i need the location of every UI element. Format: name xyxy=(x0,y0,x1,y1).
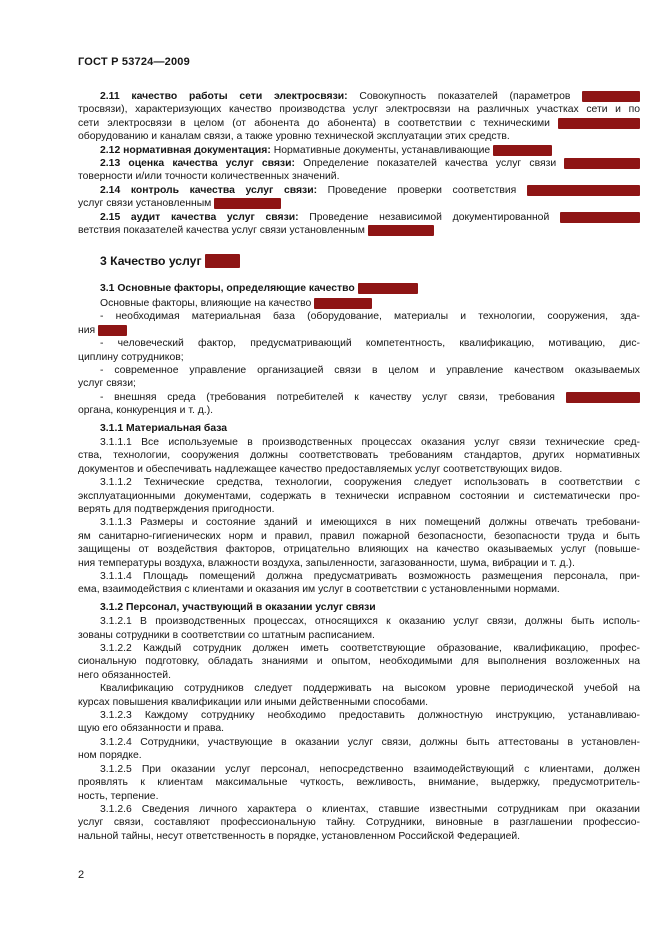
text-line xyxy=(78,476,640,489)
para-3-1-1-3 xyxy=(78,516,640,570)
text-line xyxy=(78,655,640,668)
text-line xyxy=(78,709,640,722)
text-line xyxy=(78,117,640,130)
text-segment: сиональную подготовку, обладать знаниями и опытом, необходимыми для выполнения возложенных на xyxy=(78,656,640,668)
heading-3 xyxy=(78,254,640,269)
para-3-1-2-4 xyxy=(78,736,640,763)
para-3-1-1-2 xyxy=(78,476,640,516)
text-segment: - современное управление организацией связи в целом и управление качеством оказываемых xyxy=(100,364,640,376)
bullet-material-base xyxy=(78,310,640,337)
para-3-1-2-2 xyxy=(78,642,640,682)
text-line xyxy=(78,722,640,735)
text-line xyxy=(78,749,640,762)
para-3-1-2-6 xyxy=(78,803,640,843)
text-line xyxy=(78,543,640,556)
text-line xyxy=(78,790,640,803)
term-2-11 xyxy=(78,90,640,144)
text-segment: циплину сотрудников; xyxy=(78,351,184,363)
text-line xyxy=(78,830,640,843)
para-3-1-2-1 xyxy=(78,615,640,642)
text-segment: Нормативные документы, устанавливающие xyxy=(270,144,494,156)
text-segment: верять для подтверждения пригодности. xyxy=(78,503,275,515)
text-line xyxy=(78,422,640,435)
text-line xyxy=(78,337,640,350)
text-segment: нальной тайны, несут ответственность в порядке, установленном Российской Федерацией. xyxy=(78,830,521,842)
highlight-redaction xyxy=(566,392,640,403)
text-segment: тросвязи), характеризующих качество производства услуг электросвязи на различных участках сети и по xyxy=(78,104,640,116)
text-line xyxy=(78,583,640,596)
bullet-management xyxy=(78,364,640,391)
text-line xyxy=(78,816,640,829)
highlight-redaction xyxy=(493,145,552,156)
text-segment: 2.13 оценка качества услуг связи: xyxy=(100,158,295,170)
text-segment: товерности и/или точности количественных значений. xyxy=(78,171,340,183)
text-segment: услуг связи установленным xyxy=(78,198,215,210)
text-segment: Совокупность показателей (параметров xyxy=(347,91,583,102)
text-segment: Проведение независимой документированной xyxy=(298,211,560,223)
text-segment: курсах повышения квалификации или иными действенными способами. xyxy=(78,696,429,708)
heading-3-1-1 xyxy=(78,422,640,435)
text-line xyxy=(78,211,640,224)
text-segment: сети электросвязи в целом (от абонента до абонента) в соответствии с техническими xyxy=(78,117,559,129)
text-line xyxy=(78,377,640,390)
text-line xyxy=(78,436,640,449)
text-segment: 3.1.2.3 Каждому сотруднику необходимо предоставить должностную инструкцию, устанавливаю- xyxy=(100,710,640,722)
text-segment: ном порядке. xyxy=(78,750,142,762)
text-segment: 3.1.2.4 Сотрудники, участвующие в оказании услуг связи, должны быть аттестованы в установлен- xyxy=(100,736,640,748)
highlight-redaction xyxy=(98,325,127,336)
text-line xyxy=(78,557,640,570)
heading-3-1-2 xyxy=(78,601,640,614)
text-segment: защищены от воздействия факторов, отрицательно влияющих на качество оказываемых услуг (повыше- xyxy=(78,544,640,556)
text-line xyxy=(78,404,640,417)
text-segment: ям санитарно-гигиенических норм и правил, правил пожарной безопасности, безопасности труда и быть xyxy=(78,530,640,542)
term-2-14 xyxy=(78,184,640,211)
term-2-13 xyxy=(78,157,640,184)
text-line xyxy=(78,224,640,237)
text-segment: 3.1.1.3 Размеры и состояние зданий и имеющихся в них помещений должны отвечать требовани- xyxy=(100,517,640,529)
text-line xyxy=(78,144,640,157)
text-segment: ность, терпение. xyxy=(78,790,159,802)
text-segment: органа, конкуренция и т. д.). xyxy=(78,405,214,417)
para-3-1-intro xyxy=(78,297,640,310)
text-segment: ветствия показателей качества услуг связи установленным xyxy=(78,225,368,237)
bullet-environment xyxy=(78,391,640,418)
text-line xyxy=(78,615,640,628)
highlight-redaction xyxy=(314,298,372,309)
text-segment: эксплуатационными документами, содержать в технически исправном состоянии и систематически про- xyxy=(78,490,640,502)
text-segment: 2.11 качество работы сети электросвязи: xyxy=(100,91,348,102)
highlight-redaction xyxy=(368,225,434,236)
para-3-1-2-5 xyxy=(78,763,640,803)
text-segment: зованы сотрудники в соответствии со штатным расписанием. xyxy=(78,629,375,641)
text-line xyxy=(78,776,640,789)
text-segment: ства, технологии, сооружения должны соответствовать требованиям стандартов, других нормативных xyxy=(78,450,640,462)
text-segment: 3 Качество услуг xyxy=(100,254,205,269)
text-line xyxy=(78,351,640,364)
text-segment: услуг связи; xyxy=(78,378,136,390)
text-line xyxy=(78,763,640,776)
text-segment: проявлять к клиентам максимальные чуткость, вежливость, внимание, выдержку, предусмотритель- xyxy=(78,777,640,789)
text-segment: - человеческий фактор, предусматривающий компетентность, квалификацию, мотивацию, дис- xyxy=(100,338,640,350)
highlight-redaction xyxy=(358,283,418,294)
text-segment: оборудованию и каналам связи, а также уровню технической эксплуатации этих средств. xyxy=(78,131,510,143)
text-line xyxy=(78,282,640,295)
text-segment: 3.1.1.1 Все используемые в производственных процессах оказания услуг связи технические сред- xyxy=(100,436,640,448)
text-segment: 3.1.1.4 Площадь помещений должна предусматривать возможность размещения персонала, при- xyxy=(100,571,640,582)
text-line xyxy=(78,184,640,197)
text-segment: 3.1.2.6 Сведения личного характера о клиентах, ставшие известными сотрудникам при оказании xyxy=(100,803,640,815)
text-segment: щую его обязанности и права. xyxy=(78,723,225,735)
text-line xyxy=(78,642,640,655)
text-line xyxy=(78,254,640,269)
para-3-1-2-3 xyxy=(78,709,640,736)
text-line xyxy=(78,310,640,323)
text-segment: 3.1.2.1 В производственных процессах, относящихся к оказанию услуг связи, должны быть исполь- xyxy=(100,616,640,628)
highlight-redaction xyxy=(214,198,280,209)
text-line xyxy=(78,449,640,462)
text-segment: 2.14 контроль качества услуг связи: xyxy=(100,184,318,196)
text-segment: 3.1.1.2 Технические средства, технологии, сооружения следует использовать в соответствии с xyxy=(100,477,640,489)
para-3-1-1-1 xyxy=(78,436,640,476)
text-segment: - необходимая материальная база (оборудование, материалы и технологии, сооружения, зда- xyxy=(100,311,640,323)
highlight-redaction xyxy=(558,118,640,129)
text-segment: Определение показателей качества услуг связи xyxy=(294,158,565,170)
highlight-redaction xyxy=(527,185,640,196)
text-segment: 3.1.1 Материальная база xyxy=(100,422,228,434)
text-line xyxy=(78,669,640,682)
text-line xyxy=(78,503,640,516)
text-segment: 3.1.2 Персонал, участвующий в оказании услуг связи xyxy=(100,601,376,613)
text-line xyxy=(78,736,640,749)
text-line xyxy=(78,463,640,476)
text-segment: Квалификацию сотрудников следует поддерживать на высоком уровне периодической учебой на xyxy=(100,683,640,695)
text-segment: него обязанностей. xyxy=(78,669,171,681)
text-line xyxy=(78,490,640,503)
text-line xyxy=(78,696,640,709)
text-line xyxy=(78,391,640,404)
text-segment: 3.1 Основные факторы, определяющие качество xyxy=(100,283,358,295)
text-line xyxy=(78,103,640,116)
text-segment: документов и обеспечивать надлежащее качество предоставляемых услуг соответствующих видов. xyxy=(78,463,563,475)
text-line xyxy=(78,570,640,583)
page-number: 2 xyxy=(78,869,85,881)
text-segment: 3.1.2.2 Каждый сотрудник должен иметь соответствующие образование, квалификацию, профес- xyxy=(100,643,640,655)
highlight-redaction xyxy=(560,212,640,223)
text-line xyxy=(78,629,640,642)
text-line xyxy=(78,516,640,529)
text-line xyxy=(78,803,640,816)
text-line xyxy=(78,170,640,183)
text-line xyxy=(78,90,640,103)
term-2-12 xyxy=(78,144,640,157)
text-line xyxy=(78,130,640,143)
heading-3-1 xyxy=(78,282,640,295)
text-segment: Проведение проверки соответствия xyxy=(317,184,527,196)
text-segment: Основные факторы, влияющие на качество xyxy=(100,297,315,309)
bullet-human-factor xyxy=(78,337,640,364)
text-segment: 2.15 аудит качества услуг связи: xyxy=(100,211,299,223)
document-code-header: ГОСТ Р 53724—2009 xyxy=(78,56,190,68)
text-segment: ния xyxy=(78,324,99,336)
text-line xyxy=(78,324,640,337)
text-line xyxy=(78,601,640,614)
text-line xyxy=(78,682,640,695)
text-segment: ема, взаимодействия с клиентами и оказания им услуг в соответствии с установленными нормами. xyxy=(78,584,560,596)
text-segment: ния температуры воздуха, влажности воздуха, запыленности, загазованности, шума, вибрации и т. д.). xyxy=(78,557,575,569)
highlight-redaction xyxy=(582,91,640,102)
para-qualification xyxy=(78,682,640,709)
text-line xyxy=(78,157,640,170)
text-segment: 3.1.2.5 При оказании услуг персонал, непосредственно взаимодействующий с клиентами, должен xyxy=(100,763,640,775)
text-line xyxy=(78,197,640,210)
text-line xyxy=(78,297,640,310)
highlight-redaction xyxy=(564,158,640,169)
text-line xyxy=(78,530,640,543)
document-body xyxy=(78,90,640,843)
text-line xyxy=(78,364,640,377)
text-segment: 2.12 нормативная документация: xyxy=(100,144,271,156)
text-segment: услуг связи, составляют профессиональную тайну. Сотрудники, виновные в разглашении профессио- xyxy=(78,817,640,829)
term-2-15 xyxy=(78,211,640,238)
para-3-1-1-4 xyxy=(78,570,640,597)
highlight-redaction xyxy=(205,254,240,268)
text-segment: - внешняя среда (требования потребителей к качеству услуг связи, требования xyxy=(100,391,566,403)
